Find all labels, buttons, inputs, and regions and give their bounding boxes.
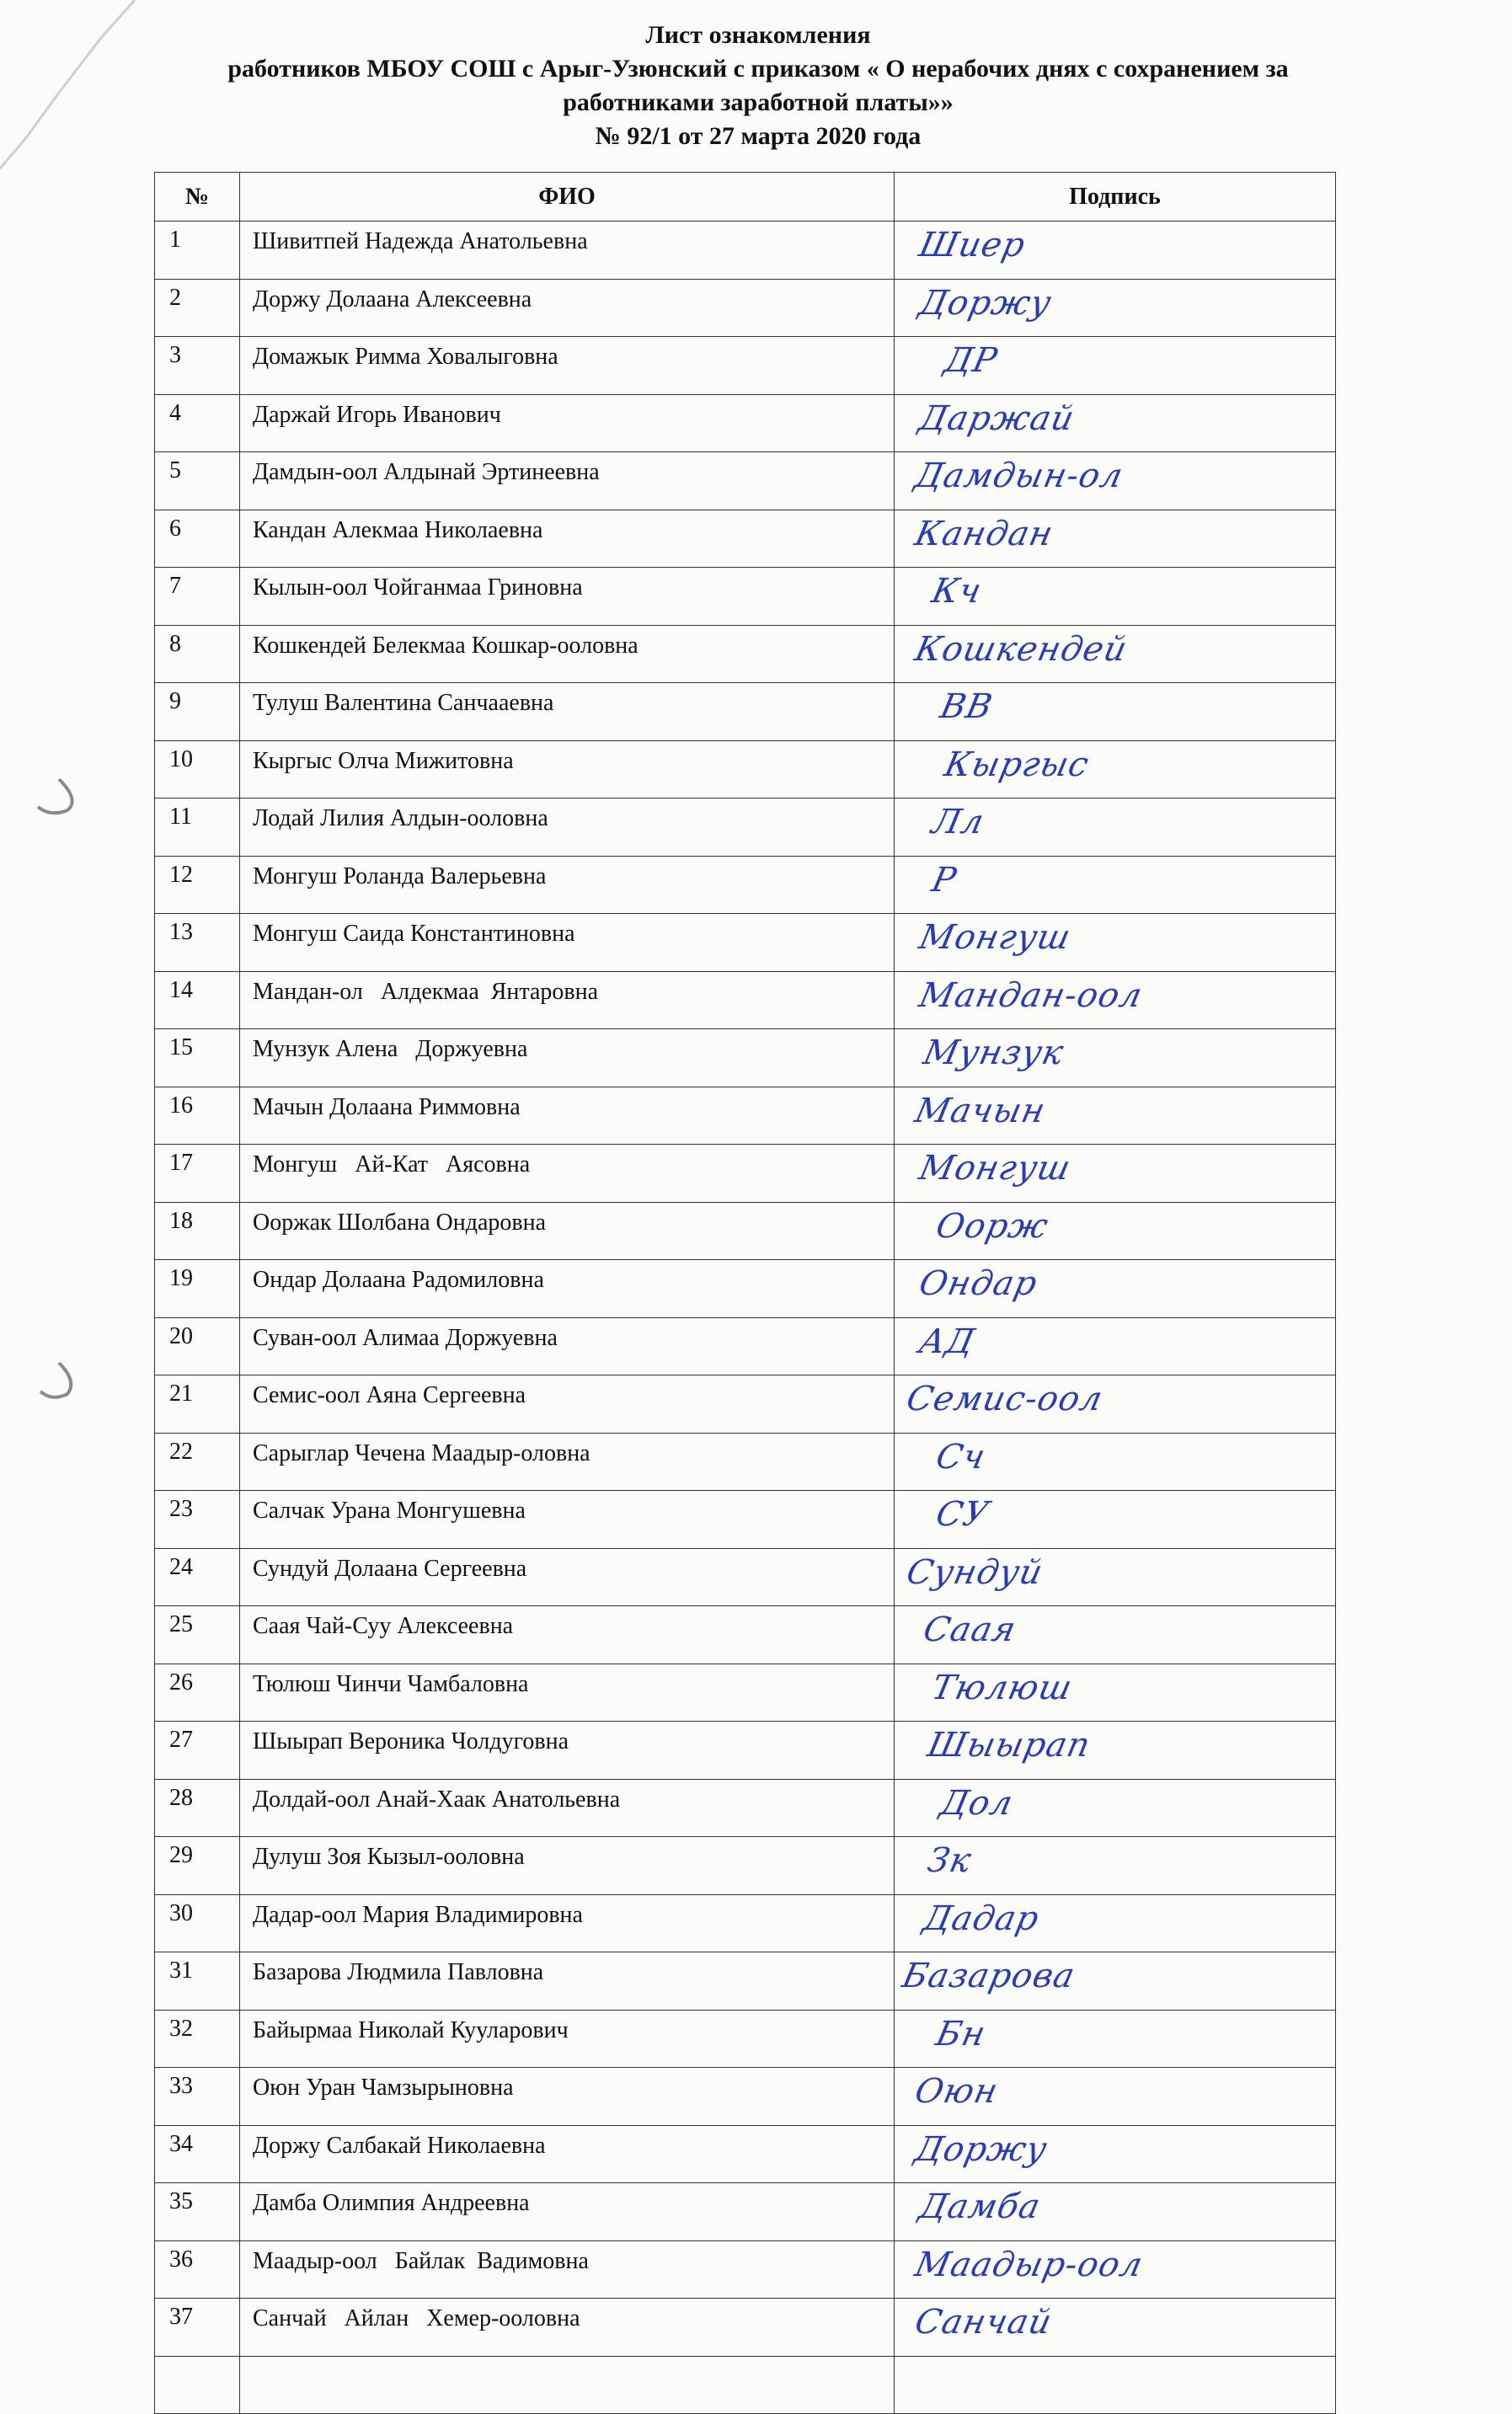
employee-name: Шивитпей Надежда Анатольевна (240, 222, 895, 280)
signature-cell (895, 337, 1336, 395)
table-header-row (155, 173, 1336, 222)
employee-name: Ондар Долаана Радомиловна (240, 1260, 895, 1318)
row-number: 18 (155, 1202, 240, 1260)
signature-cell (895, 510, 1336, 568)
table-row (155, 2240, 1336, 2299)
row-number: 21 (155, 1375, 240, 1434)
employee-name: Дулуш Зоя Кызыл-ооловна (240, 1837, 895, 1895)
handwritten-signature: Кч (928, 572, 986, 611)
table-row (155, 1952, 1336, 2011)
signature-cell (895, 568, 1336, 626)
employee-name: Мачын Долаана Риммовна (240, 1087, 895, 1145)
acknowledgement-table (154, 172, 1336, 2414)
signature-cell (895, 856, 1336, 914)
row-number: 20 (155, 1317, 240, 1375)
row-number: 33 (155, 2068, 240, 2126)
signature-cell (895, 2299, 1336, 2357)
employee-name: Ооржак Шолбана Ондаровна (240, 1202, 895, 1260)
handwritten-signature: Сч (932, 1437, 990, 1477)
signature-cell (895, 1894, 1336, 1952)
row-number (155, 2356, 240, 2414)
employee-name: Монгуш Саида Константиновна (240, 914, 895, 972)
row-number: 2 (155, 279, 240, 337)
handwritten-signature: Лл (928, 803, 988, 841)
employee-name: Доржу Долаана Алексеевна (240, 279, 895, 337)
row-number: 1 (155, 222, 240, 280)
employee-name: Даржай Игорь Иванович (240, 394, 895, 452)
employee-name: Мандан-ол Алдекмаа Янтаровна (240, 971, 895, 1029)
handwritten-signature: Дол (937, 1783, 1017, 1823)
table-row (155, 279, 1336, 337)
handwritten-signature: Оорж (932, 1206, 1052, 1246)
signature-cell (895, 1087, 1336, 1145)
handwritten-signature: Мачын (911, 1091, 1050, 1130)
handwritten-signature: Р (928, 860, 960, 900)
signature-cell (895, 683, 1336, 741)
row-number: 9 (155, 683, 240, 741)
signature-cell (895, 2010, 1336, 2068)
employee-name: Байырмаа Николай Кууларович (240, 2010, 895, 2068)
signature-cell (895, 452, 1336, 510)
table-row (155, 222, 1336, 280)
row-number: 13 (155, 914, 240, 972)
table-row (155, 1145, 1336, 1203)
punch-hole-mark-lower (40, 1363, 71, 1397)
row-number: 7 (155, 568, 240, 626)
signature-cell (895, 2125, 1336, 2183)
table-row (155, 1433, 1336, 1491)
header-subject-line-cont: работниками заработной платы»» (563, 88, 954, 116)
signature-cell (895, 279, 1336, 337)
signature-cell (895, 798, 1336, 857)
row-number: 17 (155, 1145, 240, 1203)
table-row (155, 1722, 1336, 1780)
table-row (155, 914, 1336, 972)
employee-name: Шыырап Вероника Чолдуговна (240, 1722, 895, 1780)
signature-cell (895, 1952, 1336, 2011)
employee-name: Мунзук Алена Доржуевна (240, 1029, 895, 1087)
employee-name: Монгуш Ай-Кат Аясовна (240, 1145, 895, 1203)
employee-name: Оюн Уран Чамзырыновна (240, 2068, 895, 2126)
table-row (155, 683, 1336, 741)
signature-cell (895, 1433, 1336, 1491)
table-row (155, 337, 1336, 395)
employee-name: Кошкендей Белекмаа Кошкар-ооловна (240, 625, 895, 683)
handwritten-signature: Семис-оол (903, 1380, 1107, 1418)
table-row (155, 1894, 1336, 1952)
signature-cell (895, 2068, 1336, 2126)
handwritten-signature: Шиер (916, 226, 1029, 264)
handwritten-signature: Дамдын-ол (911, 457, 1127, 495)
row-number: 5 (155, 452, 240, 510)
row-number: 36 (155, 2240, 240, 2299)
table-row (155, 740, 1336, 798)
signature-cell (895, 222, 1336, 280)
row-number: 35 (155, 2183, 240, 2241)
table-row (155, 625, 1336, 683)
table-row (155, 1260, 1336, 1318)
employee-name: Семис-оол Аяна Сергеевна (240, 1375, 895, 1434)
signature-cell (895, 1145, 1336, 1203)
table-row (155, 1491, 1336, 1549)
handwritten-signature: Мандан-оол (916, 975, 1146, 1015)
handwritten-signature: ВВ (937, 687, 996, 726)
handwritten-signature: Тюлюш (928, 1668, 1077, 1707)
table-row (155, 856, 1336, 914)
row-number: 34 (155, 2125, 240, 2183)
employee-name: Саая Чай-Суу Алексеевна (240, 1606, 895, 1664)
signature-cell (895, 1722, 1336, 1780)
table-row (155, 452, 1336, 510)
document-header (126, 19, 1390, 153)
table-row (155, 2183, 1336, 2241)
handwritten-signature: Ондар (916, 1264, 1041, 1303)
table-row (155, 1837, 1336, 1895)
employee-name: Долдай-оол Анай-Хаак Анатольевна (240, 1779, 895, 1837)
employee-name: Лодай Лилия Алдын-ооловна (240, 798, 895, 857)
employee-name: Суван-оол Алимаа Доржуевна (240, 1317, 895, 1375)
handwritten-signature: Даржай (916, 398, 1078, 438)
handwritten-signature: ДР (941, 341, 1002, 380)
employee-name: Маадыр-оол Байлак Вадимовна (240, 2240, 895, 2299)
handwritten-signature: Доржу (916, 283, 1055, 323)
signature-cell (895, 1202, 1336, 1260)
signature-cell (895, 1260, 1336, 1318)
table-row (155, 1029, 1336, 1087)
signature-cell (895, 1606, 1336, 1664)
row-number: 24 (155, 1548, 240, 1606)
table-row (155, 1664, 1336, 1722)
row-number: 8 (155, 625, 240, 683)
row-number: 15 (155, 1029, 240, 1087)
signature-cell (895, 971, 1336, 1029)
handwritten-signature: Зк (924, 1841, 975, 1880)
signature-cell (895, 2240, 1336, 2299)
scratch-mark (0, 0, 135, 168)
signature-cell (895, 1317, 1336, 1375)
handwritten-signature: Дамба (916, 2187, 1045, 2226)
table-row (155, 2356, 1336, 2414)
employee-name: Дамдын-оол Алдынай Эртинеевна (240, 452, 895, 510)
employee-name: Салчак Урана Монгушевна (240, 1491, 895, 1549)
table-row (155, 971, 1336, 1029)
signature-cell (895, 625, 1336, 683)
handwritten-signature: Оюн (911, 2072, 1002, 2111)
employee-name: Тюлюш Чинчи Чамбаловна (240, 1664, 895, 1722)
table-row (155, 2068, 1336, 2126)
signature-cell (895, 394, 1336, 452)
handwritten-signature: Кандан (911, 514, 1057, 553)
handwritten-signature: СУ (932, 1495, 993, 1534)
table-row (155, 2125, 1336, 2183)
table-row (155, 1779, 1336, 1837)
handwritten-signature: Дадар (920, 1899, 1044, 1938)
table-row (155, 1202, 1336, 1260)
row-number: 22 (155, 1433, 240, 1491)
signature-cell (895, 914, 1336, 972)
row-number: 31 (155, 1952, 240, 2011)
employee-name: Домажык Римма Ховалыговна (240, 337, 895, 395)
handwritten-signature: Кыргыс (941, 745, 1093, 784)
employee-name: Санчай Айлан Хемер-ооловна (240, 2299, 895, 2357)
table-row (155, 2010, 1336, 2068)
employee-name: Тулуш Валентина Санчааевна (240, 683, 895, 741)
row-number: 26 (155, 1664, 240, 1722)
employee-name (240, 2356, 895, 2414)
employee-name: Базарова Людмила Павловна (240, 1952, 895, 2011)
row-number: 19 (155, 1260, 240, 1318)
row-number: 25 (155, 1606, 240, 1664)
handwritten-signature: Кошкендей (911, 629, 1131, 669)
handwritten-signature: Шыырап (924, 1726, 1094, 1765)
table-row (155, 1606, 1336, 1664)
punch-hole-mark-upper (38, 779, 72, 813)
signature-cell (895, 740, 1336, 798)
row-number: 3 (155, 337, 240, 395)
handwritten-signature: Доржу (911, 2129, 1051, 2169)
signature-cell (895, 1491, 1336, 1549)
employee-name: Кандан Алекмаа Николаевна (240, 510, 895, 568)
table-row (155, 2299, 1336, 2357)
header-order-number: № 92/1 от 27 марта 2020 года (595, 122, 922, 150)
row-number: 16 (155, 1087, 240, 1145)
row-number: 10 (155, 740, 240, 798)
column-header-name: ФИО (240, 173, 895, 222)
table-row (155, 1375, 1336, 1434)
signature-cell (895, 1779, 1336, 1837)
table-row (155, 1548, 1336, 1606)
handwritten-signature: Сундуй (903, 1552, 1047, 1592)
table-row (155, 568, 1336, 626)
handwritten-signature: АД (916, 1322, 979, 1361)
table-row (155, 510, 1336, 568)
handwritten-signature: Мунзук (920, 1033, 1068, 1072)
employee-name: Монгуш Роланда Валерьевна (240, 856, 895, 914)
row-number: 23 (155, 1491, 240, 1549)
row-number: 4 (155, 394, 240, 452)
row-number: 29 (155, 1837, 240, 1895)
header-title: Лист ознакомления (645, 21, 871, 49)
table-row (155, 1087, 1336, 1145)
row-number: 32 (155, 2010, 240, 2068)
handwritten-signature: Монгуш (916, 1149, 1075, 1188)
row-number: 27 (155, 1722, 240, 1780)
row-number: 12 (155, 856, 240, 914)
handwritten-signature: Санчай (911, 2303, 1056, 2342)
handwritten-signature: Монгуш (916, 918, 1075, 957)
row-number: 14 (155, 971, 240, 1029)
row-number: 6 (155, 510, 240, 568)
employee-name: Кылын-оол Чойганмаа Гриновна (240, 568, 895, 626)
employee-name: Дамба Олимпия Андреевна (240, 2183, 895, 2241)
table-row (155, 1317, 1336, 1375)
employee-name: Доржу Салбакай Николаевна (240, 2125, 895, 2183)
row-number: 37 (155, 2299, 240, 2357)
column-header-number: № (155, 173, 240, 222)
signature-cell (895, 1837, 1336, 1895)
employee-name: Дадар-оол Мария Владимировна (240, 1894, 895, 1952)
table-row (155, 394, 1336, 452)
row-number: 28 (155, 1779, 240, 1837)
column-header-signature: Подпись (895, 173, 1336, 222)
table-row (155, 798, 1336, 857)
signature-cell (895, 2183, 1336, 2241)
header-subject-line: работников МБОУ СОШ с Арыг-Узюнский с приказом « О нерабочих днях с сохранением за (227, 55, 1289, 83)
handwritten-signature: Бн (932, 2014, 990, 2054)
handwritten-signature: Базарова (899, 1957, 1079, 1995)
handwritten-signature: Маадыр-оол (911, 2245, 1147, 2284)
signature-cell (895, 1375, 1336, 1434)
handwritten-signature: Саая (920, 1610, 1020, 1649)
row-number: 30 (155, 1894, 240, 1952)
row-number: 11 (155, 798, 240, 857)
employee-name: Сарыглар Чечена Маадыр-оловна (240, 1433, 895, 1491)
employee-name: Кыргыс Олча Мижитовна (240, 740, 895, 798)
signature-cell (895, 1548, 1336, 1606)
employee-name: Сундуй Долаана Сергеевна (240, 1548, 895, 1606)
signature-cell (895, 2356, 1336, 2414)
signature-cell (895, 1664, 1336, 1722)
signature-cell (895, 1029, 1336, 1087)
